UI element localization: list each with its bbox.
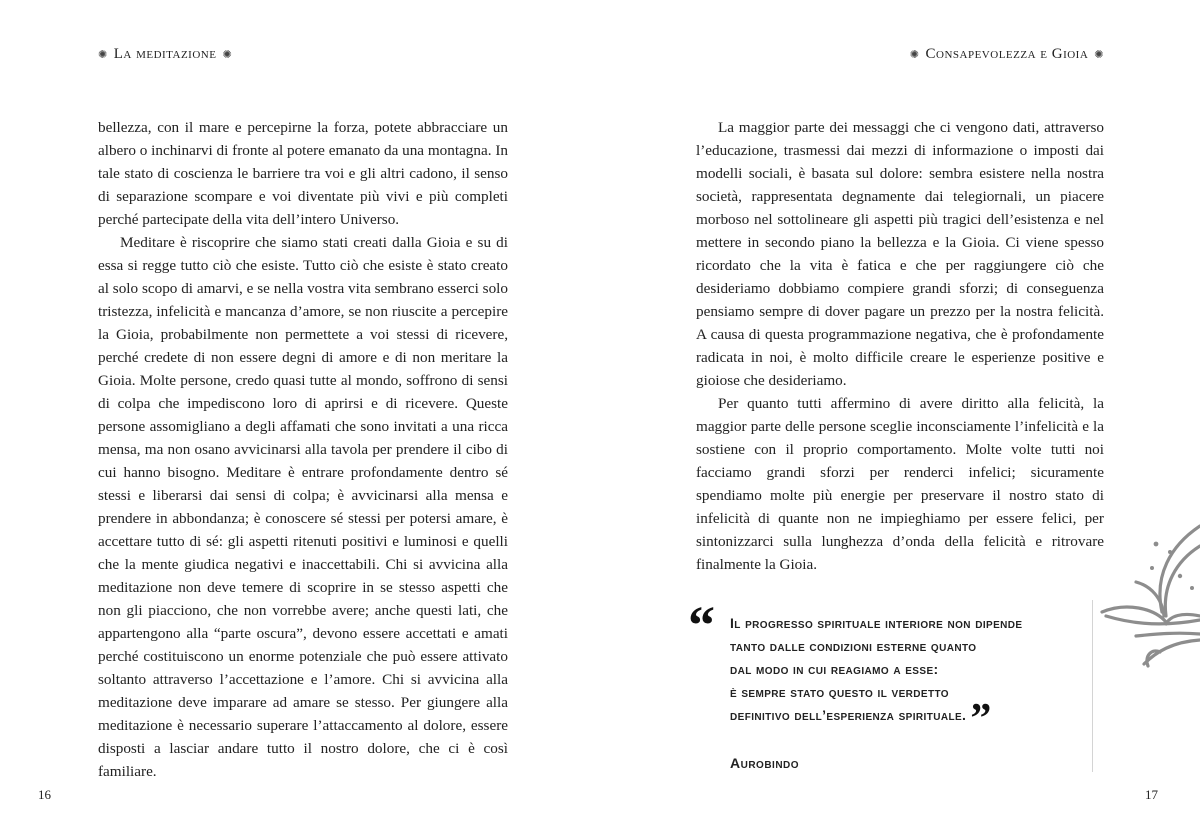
open-quote-mark: “ [688, 595, 715, 655]
paragraph: La maggior parte dei messaggi che ci vengono dati, attraverso l’educazione, trasmessi dai mezzi di informazione o imposti dai modelli sociali, è basata sul dolore: sembra esistere nella nostra società, rappresentata degnamente dai telegiornali, un piacere morboso nel sottolineare gli aspetti più tragici dell’esistenza e nel mettere in secondo piano la bellezza e la Gioia. Ci viene spesso ricordato che la vita è fatica e che per raggiungere ciò che desideriamo dobbiamo compiere grandi sforzi; di conseguenza pensiamo sempre di dover pagare un prezzo per la nostra felicità. A causa di questa programmazione negativa, che è profondamente radicata in noi, è molto difficile creare le esperienze positive e gioiose che desideriamo. [696, 119, 1104, 389]
lotus-flower-icon [1096, 516, 1200, 696]
pull-quote [688, 595, 1036, 771]
quote-line-last [730, 696, 1036, 742]
quote-line: tanto dalle condizioni esterne quanto [730, 638, 977, 654]
body-text-left [98, 116, 508, 783]
body-text-right [696, 116, 1104, 576]
ornament-icon: ✺ [222, 49, 233, 61]
paragraph: bellezza, con il mare e percepirne la forza, potete abbracciare un albero o inchinarvi di fronte al potere emanato da una montagna. In tale stato di coscienza le barriere tra voi e gli altri cadono, il senso di separazione scompare e voi diventate più vivi e più completi perché partecipate della vita dell’intero Universo. [98, 119, 508, 228]
header-title: Consapevolezza e Gioia [925, 46, 1089, 62]
ornament-icon: ✺ [98, 49, 108, 61]
quote-line: Il progresso spirituale interiore non dipende [730, 615, 1023, 631]
close-quote-mark: ” [970, 696, 992, 742]
quote-text [730, 612, 1036, 742]
paragraph: Per quanto tutti affermino di avere diritto alla felicità, la maggior parte delle persone sceglie inconsciamente l’infelicità e la sostiene con il proprio comportamento. Molte volte tutti noi facciamo grandi sforzi per renderci infelici; sicuramente spendiamo molte più energie per preservare il nostro stato di infelicità di quante non ne impieghiamo per essere felici, per sintonizzarci sulla lunghezza d’onda della felicità e ritrovare finalmente la Gioia. [696, 395, 1104, 573]
quote-line: definitivo dell’esperienza spirituale. [730, 707, 967, 723]
header-title: La meditazione [113, 46, 217, 62]
page-number-right: 17 [1145, 787, 1158, 802]
decorative-divider [1092, 600, 1093, 772]
quote-line: è sempre stato questo il verdetto [730, 684, 949, 700]
quote-author: Aurobindo [730, 755, 800, 771]
paragraph: Meditare è riscoprire che siamo stati creati dalla Gioia e su di essa si regge tutto ciò che esiste. Tutto ciò che esiste è stato creato al solo scopo di amarvi, e se nella vostra vita sembrano esserci solo tristezza, infelicità e mancanza d’amore, se non riuscite a percepire la Gioia, probabilmente non permettete a voi stessi di ricevere, perché credete di non essere degni di amore e di non meritare la Gioia. Molte persone, credo quasi tutte al mondo, soffrono di sensi di colpa che impediscono loro di aprirsi e di ricevere. Queste persone assomigliano a degli affamati che sono invitati a una ricca mensa, ma non osano avvicinarsi alla tavola per prendere il cibo di cui hanno bisogno. Meditare è entrare profondamente dentro sé stessi e liberarsi dai sensi di colpa; è avvicinarsi alla mensa e prendere in abbondanza; è conoscere sé stessi per potersi amare, è accettare tutto di sé: gli aspetti ritenuti positivi e luminosi e quelli che la mente giudica negativi e inaccettabili. Chi si avvicina alla meditazione non deve temere di scoprire in se stesso aspetti che non gli piacciono, che non vorrebbe avere; anche questi lati, che appartengono alla “parte oscura”, devono essere accettati e amati perché costituiscono un enorme potenziale che può essere attivato soltanto attraverso l’accettazione e l’amore. Chi si avvicina alla meditazione deve imparare ad amare se stesso. Per giungere alla meditazione è necessario superare l’attaccamento al dolore, essere disposti a lasciar andare tutto il nostro dolore, che ci è così familiare. [98, 234, 508, 780]
running-header-right [910, 46, 1104, 63]
page-number-left: 16 [38, 787, 51, 802]
ornament-icon: ✺ [909, 49, 920, 61]
ornament-icon: ✺ [1094, 49, 1104, 61]
right-page [600, 0, 1200, 836]
running-header-left [98, 46, 232, 63]
quote-line: dal modo in cui reagiamo a esse: [730, 661, 939, 677]
